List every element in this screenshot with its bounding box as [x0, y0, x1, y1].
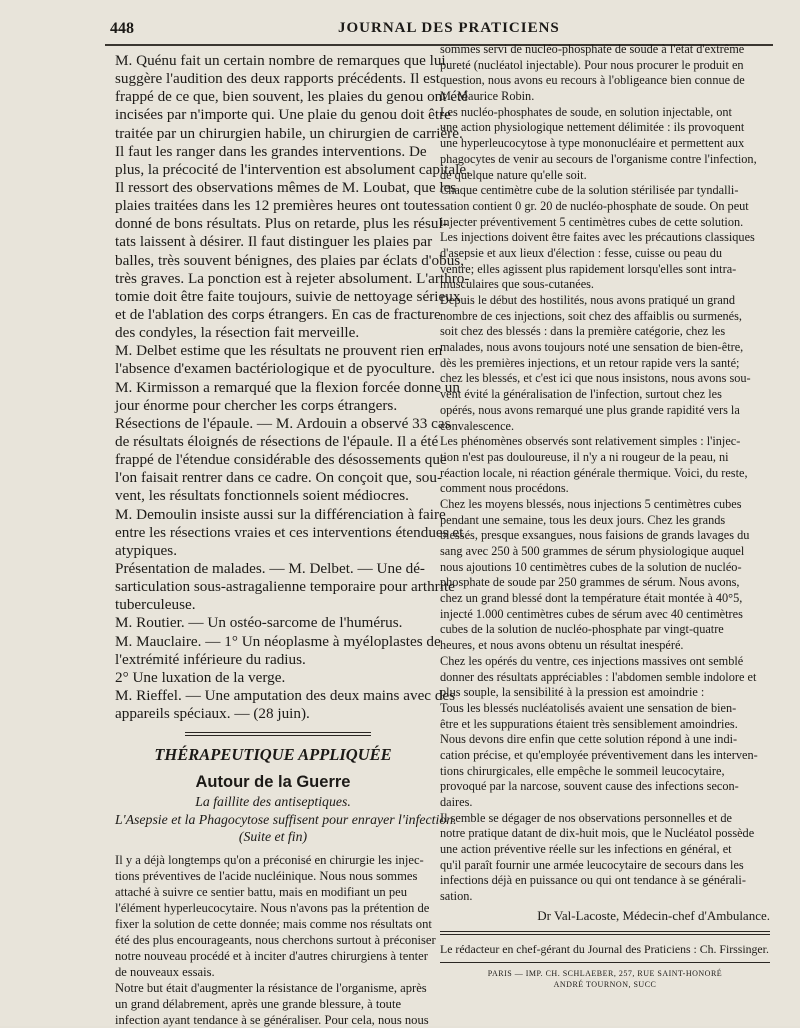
article-subtitle-1: La faillite des antiseptiques.: [195, 794, 351, 810]
right-text-line: réaction locale, ni réaction générale thermique. Voici, du reste,: [440, 465, 748, 480]
left-text-line: l'extrémité inférieure du radius.: [115, 650, 306, 668]
article-body-line: notre nouveau procédé et à inciter d'autres chirurgiens à tenter: [115, 948, 428, 963]
article-body-line: fixer la solution de cette donnée; mais comme nos résultats ont: [115, 916, 432, 931]
left-text-line: donné de bons résultats. Plus on retarde, plus les résul-: [115, 215, 448, 233]
left-text-line: sarticulation sous-astragalienne temporaire pour arthrite: [115, 578, 455, 596]
right-text-line: comment nous procédons.: [440, 481, 569, 496]
page-number: 448: [110, 20, 134, 37]
right-text-line: sation contient 0 gr. 20 de nucléo-phosphate de soude. On peut: [440, 198, 749, 213]
left-text-line: Présentation de malades. — M. Delbet. — Une dé-: [115, 559, 425, 577]
right-text-line: donner des résultats appréciables : l'abdomen semble indolore et: [440, 669, 757, 684]
right-text-line: injecté 1.000 centimètres cubes de sérum avec 40 centimètres: [440, 606, 743, 621]
left-text-line: entre les résections vraies et ces interventions étendues et: [115, 523, 464, 541]
left-text-line: Résections de l'épaule. — M. Ardouin a observé 33 cas: [115, 414, 451, 432]
right-text-line: être et les suppurations étaient très sensiblement amoindries.: [440, 716, 738, 731]
left-text-line: vent, les résultats fonctionnels soient médiocres.: [115, 487, 409, 505]
left-text-line: tomie doit être faite toujours, suivie de nettoyage sérieux: [115, 287, 461, 305]
left-text-line: Il faut les ranger dans les grandes interventions. De: [115, 142, 427, 160]
left-text-line: incisées par n'importe qui. Une plaie du genou doit être: [115, 106, 451, 124]
right-text-line: qu'il paraît fournir une armée leucocytaire de secours dans les: [440, 857, 744, 872]
right-text-line: ventre; elles agissent plus rapidement lorsqu'elles sont intra-: [440, 261, 737, 276]
right-text-line: tions chirurgicales, elle empêche le sommeil leucocytaire,: [440, 763, 725, 778]
right-text-line: question, nous avons eu recours à l'obligeance bien connue de: [440, 73, 745, 88]
left-text-line: atypiques.: [115, 541, 178, 559]
right-text-line: opérés, nous avons remarqué une plus grande rapidité vers la: [440, 402, 740, 417]
right-text-line: tion n'est pas douloureuse, il n'y a ni rougeur de la peau, ni: [440, 449, 729, 464]
article-body-line: Il y a déjà longtemps qu'on a préconisé en chirurgie les injec-: [115, 852, 424, 867]
article-body-line: infection ayant tendance à se généraliser. Pour cela, nous nous: [115, 1013, 429, 1028]
journal-title: JOURNAL DES PRATICIENS: [338, 20, 560, 36]
right-text-line: phosphate de soude par 250 grammes de sérum. Nous avons,: [440, 575, 740, 590]
right-text-line: malades, nous avons toujours noté une sensation de bien-être,: [440, 340, 744, 355]
section-title: THÉRAPEUTIQUE APPLIQUÉE: [154, 745, 392, 765]
right-text-line: musculaires que sous-cutanées.: [440, 277, 595, 292]
right-text-line: nombre de ces injections, soit chez des affaiblis ou surmenés,: [440, 308, 742, 323]
left-text-line: traitée par un chirurgien habile, un chirurgien de carrière.: [115, 124, 463, 142]
left-text-line: des condyles, la résection fait merveille.: [115, 324, 360, 342]
left-text-line: M. Demoulin insiste aussi sur la différenciation à faire: [115, 505, 446, 523]
article-body-line: de nouveaux essais.: [115, 965, 215, 980]
right-text-line: Chaque centimètre cube de la solution stérilisée par tyndalli-: [440, 183, 739, 198]
left-text-line: frappé de ce que, bien souvent, les plaies du genou ont été: [115, 88, 468, 106]
right-text-line: chez les blessés, et c'est ici que nous insistons, nous avons sou-: [440, 371, 751, 386]
page-header: [0, 14, 800, 44]
right-text-line: Chez les moyens blessés, nous injections 5 centimètres cubes: [440, 496, 742, 511]
right-text-line: Nous devons dire enfin que cette solution répond à une indi-: [440, 732, 738, 747]
right-text-line: blessés, presque exsangues, nous faisions de grands lavages du: [440, 528, 750, 543]
right-text-line: une action physiologique nettement délimitée : ils provoquent: [440, 120, 745, 135]
article-body-line: Notre but était d'augmenter la résistance de l'organisme, après: [115, 981, 427, 996]
left-text-line: M. Kirmisson a remarqué que la flexion forcée donne un: [115, 378, 460, 396]
right-text-line: heures, et nous avons obtenu un résultat inespéré.: [440, 638, 684, 653]
right-text-line: notre pratique datant de dix-huit mois, que le Nucléatol possède: [440, 826, 755, 841]
left-text-line: de résultats éloignés de résections de l'épaule. Il a été: [115, 432, 439, 450]
left-text-line: appareils spéciaux. — (28 juin).: [115, 705, 310, 723]
left-text-line: M. Delbet estime que les résultats ne prouvent rien en: [115, 342, 443, 360]
left-text-line: balles, très souvent bénignes, des plaies par éclats d'obus,: [115, 251, 465, 269]
right-text-line: infections déjà en puissance ou qui ont tendance à se générali-: [440, 873, 746, 888]
left-text-line: l'on faisait rentrer dans ce cadre. On conçoit que, sou-: [115, 469, 443, 487]
right-text-line: phagocytes de venir au secours de l'organisme contre l'infection,: [440, 151, 757, 166]
imprint-line-1: PARIS — IMP. CH. SCHLAEBER, 257, RUE SAINT-HONORÉ: [487, 968, 723, 978]
left-text-line: M. Rieffel. — Une amputation des deux mains avec des: [115, 686, 456, 704]
right-text-line: plus souple, la sensibilité à la pression est amoindrie :: [440, 685, 705, 700]
right-text-line: provoqué par la narcose, souvent cause des infections secon-: [440, 779, 739, 794]
left-text-block: [115, 52, 470, 723]
right-text-line: nous ajoutions 10 centimètres cubes de la solution de nucléo-: [440, 559, 742, 574]
section-divider: [185, 732, 371, 736]
imprint-rule: [440, 962, 770, 963]
right-text-line: cation précise, et qu'employée préventivement dans les interven-: [440, 747, 758, 762]
author-signature: Dr Val-Lacoste, Médecin-chef d'Ambulance.: [537, 907, 770, 923]
right-text-line: Chez les opérés du ventre, ces injections massives ont semblé: [440, 653, 744, 668]
right-text-line: M. Maurice Robin.: [440, 89, 535, 104]
article-body-line: été des plus encourageants, nous cherchons surtout à préconiser: [115, 932, 436, 947]
left-text-line: tuberculeuse.: [115, 596, 196, 614]
article-body-line: attaché à suivre ce sentier battu, mais en modifiant un peu: [115, 884, 407, 899]
right-text-line: sommes servi de nucléo-phosphate de soude à l'état d'extrême: [440, 42, 745, 56]
left-text-line: plaies traitées dans les 12 premières heures ont toutes: [115, 197, 440, 215]
right-text-line: injecter préventivement 5 centimètres cubes de cette solution.: [440, 214, 744, 229]
left-text-line: 2° Une luxation de la verge.: [115, 668, 286, 686]
article-body-start: [115, 852, 436, 1028]
right-text-line: d'asepsie et aux lieux d'élection : fesse, cuisse ou peau du: [440, 245, 723, 260]
right-text-line: convalescence.: [440, 418, 515, 433]
right-text-line: une action préventive réelle sur les infections en général, et: [440, 842, 732, 857]
right-text-line: pendant une semaine, tous les deux jours. Chez les grands: [440, 512, 726, 527]
left-text-line: plus, la précocité de l'intervention est absolument capitale.: [115, 160, 470, 178]
article-subtitle-2: L'Asepsie et la Phagocytose suffisent pour enrayer l'infection.: [115, 811, 457, 827]
right-text-line: vent évité la généralisation de l'infection, surtout chez les: [440, 387, 722, 402]
left-text-line: frappé de l'étendue considérable des désossements que: [115, 451, 447, 469]
left-text-line: jour énorme pour chercher les corps étrangers.: [115, 396, 398, 414]
left-text-line: M. Routier. — Un ostéo-sarcome de l'humérus.: [115, 614, 403, 632]
left-text-line: suggère l'audition des deux rapports précédents. Il est: [115, 70, 440, 88]
right-text-line: chez un grand blessé dont la température était montée à 40°5,: [440, 591, 743, 606]
right-text-line: de quelque nature qu'elle soit.: [440, 167, 587, 182]
left-text-line: M. Quénu fait un certain nombre de remarques que lui: [115, 52, 446, 69]
right-text-line: Les nucléo-phosphates de soude, en solution injectable, ont: [440, 104, 732, 119]
editor-line: Le rédacteur en chef-gérant du Journal des Praticiens : Ch. Firssinger.: [440, 941, 769, 956]
left-text-line: et de l'ablation des corps étrangers. En cas de fracture: [115, 305, 441, 323]
article-body-line: l'élément hyperleucocytaire. Nous n'avons pas la prétention de: [115, 900, 430, 915]
right-text-line: sang avec 250 à 500 grammes de sérum physiologique auquel: [440, 544, 745, 558]
imprint-line-2: ANDRÉ TOURNON, SUCC: [553, 979, 657, 989]
left-text-line: tats laissent à désirer. Il faut distinguer les plaies par: [115, 233, 433, 251]
left-text-line: Il ressort des observations mêmes de M. Loubat, que les: [115, 178, 457, 196]
article-body-line: tions préventives de l'acide nucléinique. Nous nous sommes: [115, 868, 418, 883]
right-text-line: Il semble se dégager de nos observations personnelles et de: [440, 810, 732, 825]
right-text-line: cubes de la solution de nucléo-phosphate par vingt-quatre: [440, 622, 724, 637]
article-title: Autour de la Guerre: [195, 773, 351, 792]
footer-rule: [440, 931, 770, 935]
article-body-continued: [440, 42, 770, 905]
right-text-line: dès les premières injections, et un retour rapide vers la santé;: [440, 355, 740, 370]
right-text-line: daires.: [440, 795, 473, 809]
right-text-line: pureté (nucléatol injectable). Pour nous procurer le produit en: [440, 57, 744, 72]
right-text-line: soit chez des blessés : dans la première catégorie, chez les: [440, 324, 726, 339]
article-body-line: un grand délabrement, après une grande blessure, à toute: [115, 997, 402, 1012]
left-text-line: très graves. La ponction est à rejeter absolument. L'arthro-: [115, 269, 470, 287]
right-column: [440, 42, 770, 990]
right-text-line: Tous les blessés nucléatolisés avaient une sensation de bien-: [440, 700, 737, 715]
left-text-line: l'absence d'examen bactériologique et de pyoculture.: [115, 360, 436, 378]
right-text-line: Depuis le début des hostilités, nous avons pratiqué un grand: [440, 293, 736, 307]
left-text-line: M. Mauclaire. — 1° Un néoplasme à myéloplastes de: [115, 632, 441, 650]
right-text-line: sation.: [440, 889, 473, 904]
right-text-line: Les phénomènes observés sont relativement simples : l'injec-: [440, 434, 741, 449]
article-subtitle-3: (Suite et fin): [238, 829, 308, 845]
right-text-line: Les injections doivent être faites avec les précautions classiques: [440, 230, 755, 245]
right-text-line: une hyperleucocytose à type mononucléaire et permettent aux: [440, 136, 745, 151]
